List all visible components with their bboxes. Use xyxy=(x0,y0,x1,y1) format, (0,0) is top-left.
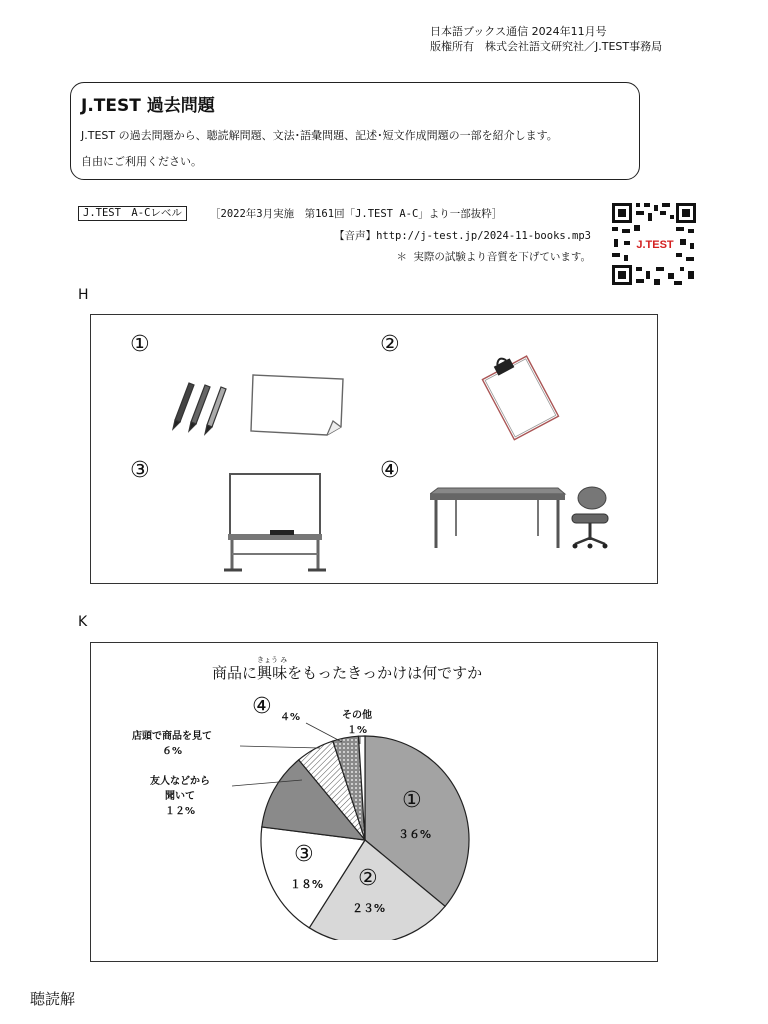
store-name: 店頭で商品を見て xyxy=(132,731,212,742)
intro-box xyxy=(70,82,640,180)
issue-title: 日本語ブックス通信 2024年11月号 xyxy=(430,25,607,38)
section-h-label: H xyxy=(78,287,89,303)
slice-3-pct: １８% xyxy=(290,878,324,891)
audio-link[interactable]: http://j-test.jp/2024-11-books.mp3 xyxy=(376,230,591,242)
slice-1-number: ① xyxy=(402,788,422,813)
section-k-label: K xyxy=(78,614,88,630)
chart-title-ruby: きょう み xyxy=(256,656,288,664)
option-2-number: ② xyxy=(380,332,400,357)
option-1-number: ① xyxy=(130,332,150,357)
store-pct: ６% xyxy=(161,746,183,757)
friend-name-2: 聞いて xyxy=(165,791,195,802)
friend-label xyxy=(150,772,210,817)
slice-1-pct: ３６% xyxy=(398,828,432,841)
other-label xyxy=(342,706,372,736)
desk-and-chair-icon xyxy=(430,480,615,555)
slice-3-number: ③ xyxy=(294,842,314,867)
friend-name-1: 友人などから xyxy=(150,776,210,787)
other-name: その他 xyxy=(342,710,372,721)
store-label xyxy=(132,727,212,757)
chart-title-suffix: をもったきっかけは何ですか xyxy=(287,664,483,682)
pens-and-paper-icon xyxy=(165,365,350,440)
audio-label: 【音声】 xyxy=(334,230,377,242)
level-badge: J.TEST A-Cレベル xyxy=(78,206,187,221)
chart-title xyxy=(212,656,482,683)
intro-text-2: 自由にご利用ください。 xyxy=(81,155,202,168)
slice-2-number: ② xyxy=(358,866,378,891)
clipboard-icon xyxy=(475,352,565,442)
whiteboard-icon xyxy=(220,470,330,575)
slice-4-pct: ４% xyxy=(280,712,301,723)
footer-label: 聴読解 xyxy=(30,990,76,1008)
chart-title-prefix: 商品に xyxy=(212,664,258,682)
intro-title: J.TEST 過去問題 xyxy=(81,96,215,116)
intro-text-1: J.TEST の過去問題から、聴読解問題、文法･語彙問題、記述･短文作成問題の一部を紹介します。 xyxy=(81,129,558,142)
option-3-number: ③ xyxy=(130,458,150,483)
friend-pct: １２% xyxy=(164,806,196,817)
audio-quality-note: ＊ 実際の試験より音質を下げています。 xyxy=(396,251,591,263)
audio-line xyxy=(334,228,591,243)
qr-code[interactable] xyxy=(610,201,698,287)
chart-title-kanji: 興味きょう み xyxy=(256,656,288,682)
slice-2-pct: ２３% xyxy=(352,902,386,915)
slice-4-number: ④ xyxy=(252,694,272,719)
option-4-number: ④ xyxy=(380,458,400,483)
other-pct: １% xyxy=(346,725,368,736)
issue-header xyxy=(430,24,662,54)
source-note: ［2022年3月実施 第161回「J.TEST A-C」より一部抜粋］ xyxy=(210,208,503,220)
copyright: 版権所有 株式会社語文研究社／J.TEST事務局 xyxy=(430,40,663,53)
qr-logo-text: J.TEST xyxy=(636,239,674,251)
